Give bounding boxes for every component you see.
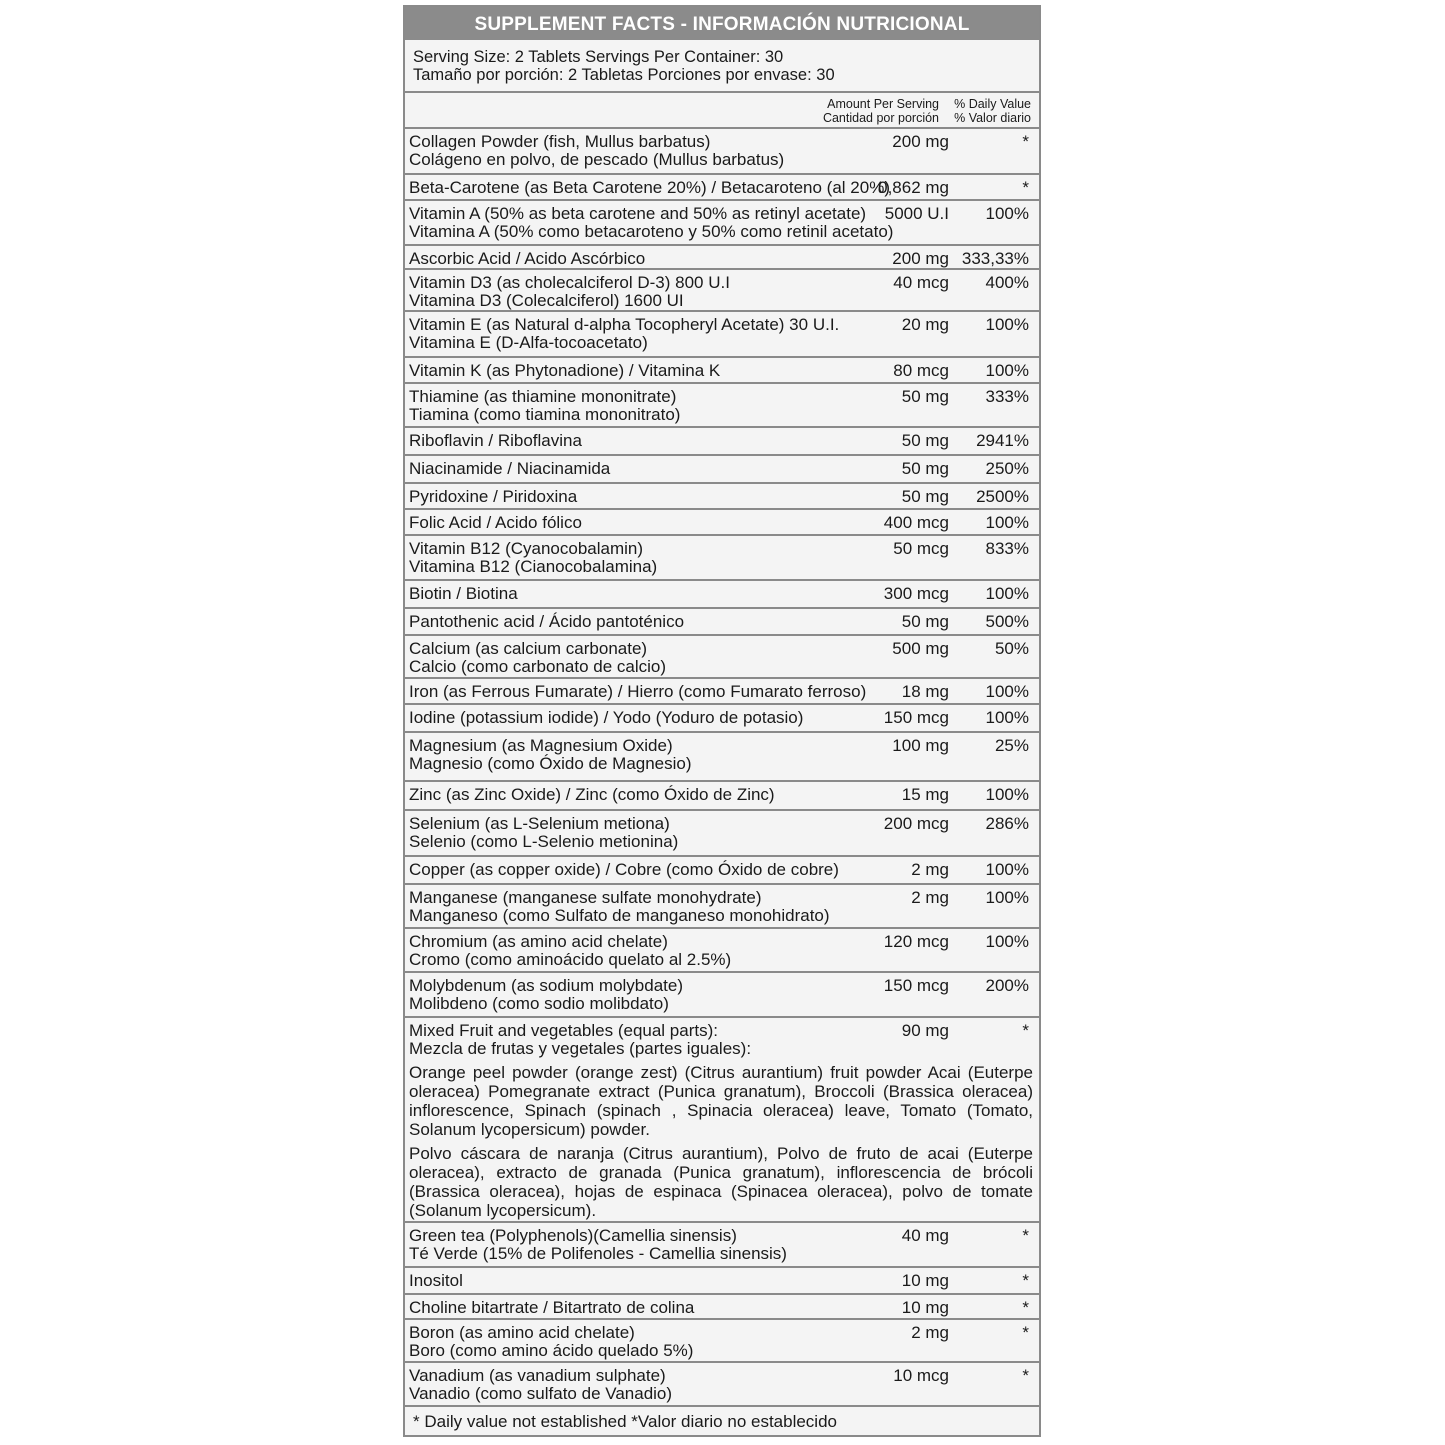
nutrient-row — [405, 1320, 1039, 1363]
nutrient-name — [409, 737, 879, 773]
nutrient-dv: 286% — [985, 814, 1029, 833]
nutrient-amount: 2 mg — [911, 1323, 949, 1342]
nutrient-name-en: Copper (as copper oxide) / Cobre (como Óxido de cobre) — [409, 860, 839, 879]
dv-header-en: % Daily Value — [954, 97, 1031, 111]
nutrient-name — [409, 861, 879, 879]
nutrient-row — [405, 175, 1039, 201]
nutrient-name-en: Choline bitartrate / Bitartrato de colina — [409, 1298, 695, 1317]
nutrient-amount: 10 mg — [901, 1271, 949, 1290]
nutrient-amount: 150 mcg — [883, 708, 949, 727]
nutrient-dv: * — [1022, 1298, 1029, 1317]
nutrient-row — [405, 384, 1039, 428]
nutrient-dv: * — [1022, 1226, 1029, 1245]
nutrient-name-en: Magnesium (as Magnesium Oxide) — [409, 736, 673, 755]
nutrient-name-en: Beta-Carotene (as Beta Carotene 20%) / Betacaroteno (al 20%) — [409, 178, 890, 197]
nutrient-name-en: Iodine (potassium iodide) / Yodo (Yoduro de potasio) — [409, 708, 804, 727]
nutrient-name-en: Thiamine (as thiamine mononitrate) — [409, 387, 677, 406]
nutrient-name — [409, 933, 879, 969]
nutrient-row — [405, 270, 1039, 312]
nutrient-amount: 10 mcg — [893, 1366, 949, 1385]
nutrient-dv: 200% — [985, 976, 1029, 995]
nutrient-name — [409, 540, 879, 576]
nutrient-name-en: Vitamin K (as Phytonadione) / Vitamina K — [409, 361, 721, 380]
nutrient-row — [405, 201, 1039, 246]
nutrient-name-en: Niacinamide / Niacinamida — [409, 459, 611, 478]
nutrient-dv: 25% — [994, 736, 1029, 755]
nutrient-name-en: Vitamin D3 (as cholecalciferol D-3) 800 U.I — [409, 273, 730, 292]
nutrient-name — [409, 178, 890, 197]
nutrient-row — [405, 1363, 1039, 1407]
nutrient-amount: 0,862 mg — [878, 178, 949, 197]
nutrient-amount: 5000 U.I — [884, 204, 949, 223]
nutrient-name-en: Collagen Powder (fish, Mullus barbatus) — [409, 132, 711, 151]
nutrient-amount: 200 mcg — [883, 814, 949, 833]
nutrient-amount: 200 mg — [892, 132, 949, 151]
nutrient-row — [405, 1223, 1039, 1268]
nutrient-dv: 100% — [985, 708, 1029, 727]
nutrient-dv: 250% — [985, 459, 1029, 478]
nutrient-name-en: Green tea (Polyphenols)(Camellia sinensis) — [409, 1226, 737, 1245]
dv-header-es: % Valor diario — [954, 111, 1031, 125]
nutrient-name — [409, 1272, 879, 1290]
nutrient-amount: 2 mg — [911, 888, 949, 907]
nutrient-dv: 100% — [985, 584, 1029, 603]
nutrient-name — [409, 1367, 879, 1403]
nutrient-name — [409, 460, 879, 478]
nutrient-name-en: Boron (as amino acid chelate) — [409, 1323, 635, 1342]
nutrient-rows-2 — [405, 1223, 1039, 1407]
nutrient-name — [409, 613, 879, 631]
nutrient-name-en: Molybdenum (as sodium molybdate) — [409, 976, 684, 995]
nutrient-name — [409, 250, 879, 268]
nutrient-name-en: Pyridoxine / Piridoxina — [409, 487, 578, 506]
nutrient-name — [409, 683, 879, 701]
nutrient-row — [405, 636, 1039, 679]
nutrient-dv: * — [1022, 132, 1029, 151]
nutrient-dv: 333,33% — [961, 249, 1029, 268]
nutrient-name-en: Pantothenic acid / Ácido pantoténico — [409, 612, 685, 631]
nutrient-dv: 50% — [994, 639, 1029, 658]
nutrient-amount: 400 mcg — [883, 513, 949, 532]
nutrient-name-en: Selenium (as L-Selenium metiona) — [409, 814, 670, 833]
nutrient-row — [405, 1295, 1039, 1320]
nutrient-rows — [405, 129, 1039, 1018]
nutrient-name-en: Manganese (manganese sulfate monohydrate) — [409, 888, 762, 907]
nutrient-amount: 200 mg — [892, 249, 949, 268]
nutrient-dv: 400% — [985, 273, 1029, 292]
nutrient-dv: 2941% — [976, 431, 1029, 450]
nutrient-dv: 100% — [985, 860, 1029, 879]
nutrient-amount: 50 mg — [901, 387, 949, 406]
nutrient-row — [405, 929, 1039, 973]
nutrient-name-es: Manganeso (como Sulfato de manganeso monohidrato) — [409, 906, 830, 925]
nutrient-name — [409, 709, 879, 727]
dv-column-header — [954, 97, 1031, 125]
nutrient-amount: 18 mg — [901, 682, 949, 701]
nutrient-row — [405, 536, 1039, 581]
nutrient-row — [405, 456, 1039, 484]
nutrient-name-en: Zinc (as Zinc Oxide) / Zinc (como Óxido de Zinc) — [409, 785, 775, 804]
mixed-fruit-row — [405, 1018, 1039, 1223]
nutrient-dv: * — [1022, 1271, 1029, 1290]
amount-header-es: Cantidad por porción — [822, 111, 939, 125]
nutrient-row — [405, 1268, 1039, 1295]
nutrient-dv: * — [1022, 1323, 1029, 1342]
nutrient-dv: 100% — [985, 888, 1029, 907]
mixed-description-es: Polvo cáscara de naranja (Citrus aurantium), Polvo de fruto de acai (Euterpe oleracea), extracto de granada (Punica granatum), inflorescencia de brócoli (Brassica oleracea), hojas de espinaca (Spinacea oleracea), polvo de tomate (Solanum lycopersicum). — [409, 1144, 1033, 1220]
nutrient-name — [409, 585, 879, 603]
column-header — [405, 93, 1039, 129]
nutrient-dv: 100% — [985, 682, 1029, 701]
nutrient-amount: 40 mcg — [893, 273, 949, 292]
nutrient-row — [405, 246, 1039, 270]
nutrient-name — [409, 432, 879, 450]
nutrient-dv: 333% — [985, 387, 1029, 406]
nutrient-amount: 50 mg — [901, 459, 949, 478]
nutrient-row — [405, 679, 1039, 705]
nutrient-name-en: Iron (as Ferrous Fumarate) / Hierro (como Fumarato ferroso) — [409, 682, 867, 701]
nutrient-name-es: Vitamina A (50% como betacaroteno y 50% como retinil acetato) — [409, 222, 894, 241]
nutrient-amount: 20 mg — [901, 315, 949, 334]
nutrient-name — [409, 815, 879, 851]
nutrient-name — [409, 889, 879, 925]
nutrient-name — [409, 640, 879, 676]
nutrient-name-es: Mezcla de frutas y vegetales (partes iguales): — [409, 1039, 752, 1058]
amount-column-header — [823, 97, 939, 125]
nutrient-name — [409, 514, 879, 532]
nutrient-name-es: Cromo (como aminoácido quelato al 2.5%) — [409, 950, 732, 969]
nutrient-name — [409, 977, 879, 1013]
nutrient-amount: 10 mg — [901, 1298, 949, 1317]
nutrient-name-en: Inositol — [409, 1271, 463, 1290]
nutrient-name — [409, 488, 879, 506]
nutrient-name-en: Vitamin B12 (Cyanocobalamin) — [409, 539, 644, 558]
nutrient-row — [405, 811, 1039, 857]
nutrient-amount: 90 mg — [901, 1021, 949, 1040]
nutrient-name — [409, 1299, 879, 1317]
nutrient-row — [405, 885, 1039, 929]
amount-header-en: Amount Per Serving — [827, 97, 939, 111]
nutrient-name-es: Tiamina (como tiamina mononitrato) — [409, 405, 681, 424]
nutrient-amount: 50 mg — [901, 431, 949, 450]
nutrient-name-en: Vitamin E (as Natural d-alpha Tocopheryl Acetate) 30 U.I. — [409, 315, 840, 334]
nutrient-name-es: Vanadio (como sulfato de Vanadio) — [409, 1384, 673, 1403]
nutrient-name-es: Boro (como amino ácido quelado 5%) — [409, 1341, 694, 1360]
nutrient-row — [405, 428, 1039, 456]
nutrient-name-en: Vitamin A (50% as beta carotene and 50% as retinyl acetate) — [409, 204, 867, 223]
nutrient-name-es: Magnesio (como Óxido de Magnesio) — [409, 754, 692, 773]
nutrient-name — [409, 786, 879, 804]
nutrient-name-es: Vitamina B12 (Cianocobalamina) — [409, 557, 658, 576]
nutrient-amount: 150 mcg — [883, 976, 949, 995]
nutrient-name-en: Riboflavin / Riboflavina — [409, 431, 582, 450]
nutrient-dv: 833% — [985, 539, 1029, 558]
nutrient-amount: 80 mcg — [893, 361, 949, 380]
nutrient-name-en: Ascorbic Acid / Acido Ascórbico — [409, 249, 646, 268]
nutrient-name-es: Té Verde (15% de Polifenoles - Camellia sinensis) — [409, 1244, 787, 1263]
nutrient-name-es: Vitamina E (D-Alfa-tocoacetato) — [409, 333, 648, 352]
nutrient-name-en: Chromium (as amino acid chelate) — [409, 932, 668, 951]
nutrient-name-en: Mixed Fruit and vegetables (equal parts): — [409, 1021, 718, 1040]
nutrient-amount: 40 mg — [901, 1226, 949, 1245]
footnote-row — [405, 1407, 1039, 1441]
nutrient-row — [405, 510, 1039, 536]
nutrient-name-es: Vitamina D3 (Colecalciferol) 1600 UI — [409, 291, 684, 310]
nutrient-name — [409, 388, 879, 424]
nutrient-row — [405, 312, 1039, 358]
supplement-facts-panel — [403, 5, 1041, 1437]
nutrient-row — [405, 705, 1039, 733]
nutrient-dv: 100% — [985, 315, 1029, 334]
nutrient-name — [409, 133, 879, 169]
nutrient-dv: 100% — [985, 932, 1029, 951]
nutrient-name-es: Calcio (como carbonato de calcio) — [409, 657, 667, 676]
nutrient-dv: 500% — [985, 612, 1029, 631]
nutrient-row — [405, 581, 1039, 609]
serving-line-es: Tamaño por porción: 2 Tabletas Porciones por envase: 30 — [413, 66, 835, 84]
panel-title: SUPPLEMENT FACTS - INFORMACIÓN NUTRICIONAL — [405, 7, 1039, 40]
nutrient-name-es: Selenio (como L-Selenio metionina) — [409, 832, 679, 851]
nutrient-amount: 120 mcg — [883, 932, 949, 951]
nutrient-dv: 2500% — [976, 487, 1029, 506]
nutrient-name — [409, 1227, 879, 1263]
nutrient-amount: 500 mg — [892, 639, 949, 658]
nutrient-amount: 50 mg — [901, 487, 949, 506]
nutrient-amount: 50 mg — [901, 612, 949, 631]
nutrient-row — [405, 358, 1039, 384]
nutrient-dv: * — [1022, 1366, 1029, 1385]
nutrient-name — [409, 1022, 879, 1058]
nutrient-name — [409, 316, 879, 352]
nutrient-dv: 100% — [985, 361, 1029, 380]
footnote: * Daily value not established *Valor diario no establecido — [413, 1412, 837, 1431]
nutrient-amount: 100 mg — [892, 736, 949, 755]
nutrient-name — [409, 204, 894, 241]
nutrient-name-en: Vanadium (as vanadium sulphate) — [409, 1366, 666, 1385]
nutrient-name — [409, 362, 879, 380]
nutrient-row — [405, 129, 1039, 175]
nutrient-amount: 300 mcg — [883, 584, 949, 603]
nutrient-dv: * — [1022, 1021, 1029, 1040]
nutrient-amount: 15 mg — [901, 785, 949, 804]
nutrient-name — [409, 274, 879, 310]
nutrient-dv: 100% — [985, 513, 1029, 532]
nutrient-row — [405, 857, 1039, 885]
nutrient-row — [405, 609, 1039, 636]
nutrient-name-en: Calcium (as calcium carbonate) — [409, 639, 648, 658]
mixed-description-en: Orange peel powder (orange zest) (Citrus aurantium) fruit powder Acai (Euterpe oleracea) Pomegranate extract (Punica granatum), Broccoli (Brassica oleracea) inflorescence, Spinach (spinach , Spinacia oleracea) leave, Tomato (Tomato, Solanum lycopersicum) powder. — [409, 1063, 1033, 1139]
nutrient-row — [405, 973, 1039, 1018]
nutrient-name-es: Molibdeno (como sodio molibdato) — [409, 994, 669, 1013]
nutrient-name-en: Folic Acid / Acido fólico — [409, 513, 582, 532]
nutrient-name-en: Biotin / Biotina — [409, 584, 518, 603]
nutrient-dv: 100% — [985, 785, 1029, 804]
nutrient-name — [409, 1324, 879, 1360]
nutrient-dv: 100% — [985, 204, 1029, 223]
serving-line-en: Serving Size: 2 Tablets Servings Per Container: 30 — [413, 48, 784, 66]
nutrient-amount: 2 mg — [911, 860, 949, 879]
nutrient-row — [405, 484, 1039, 510]
nutrient-row — [405, 733, 1039, 782]
nutrient-dv: * — [1022, 178, 1029, 197]
nutrient-name-es: Colágeno en polvo, de pescado (Mullus barbatus) — [409, 150, 785, 169]
nutrient-amount: 50 mcg — [893, 539, 949, 558]
serving-info — [405, 40, 1039, 93]
nutrient-row — [405, 782, 1039, 811]
